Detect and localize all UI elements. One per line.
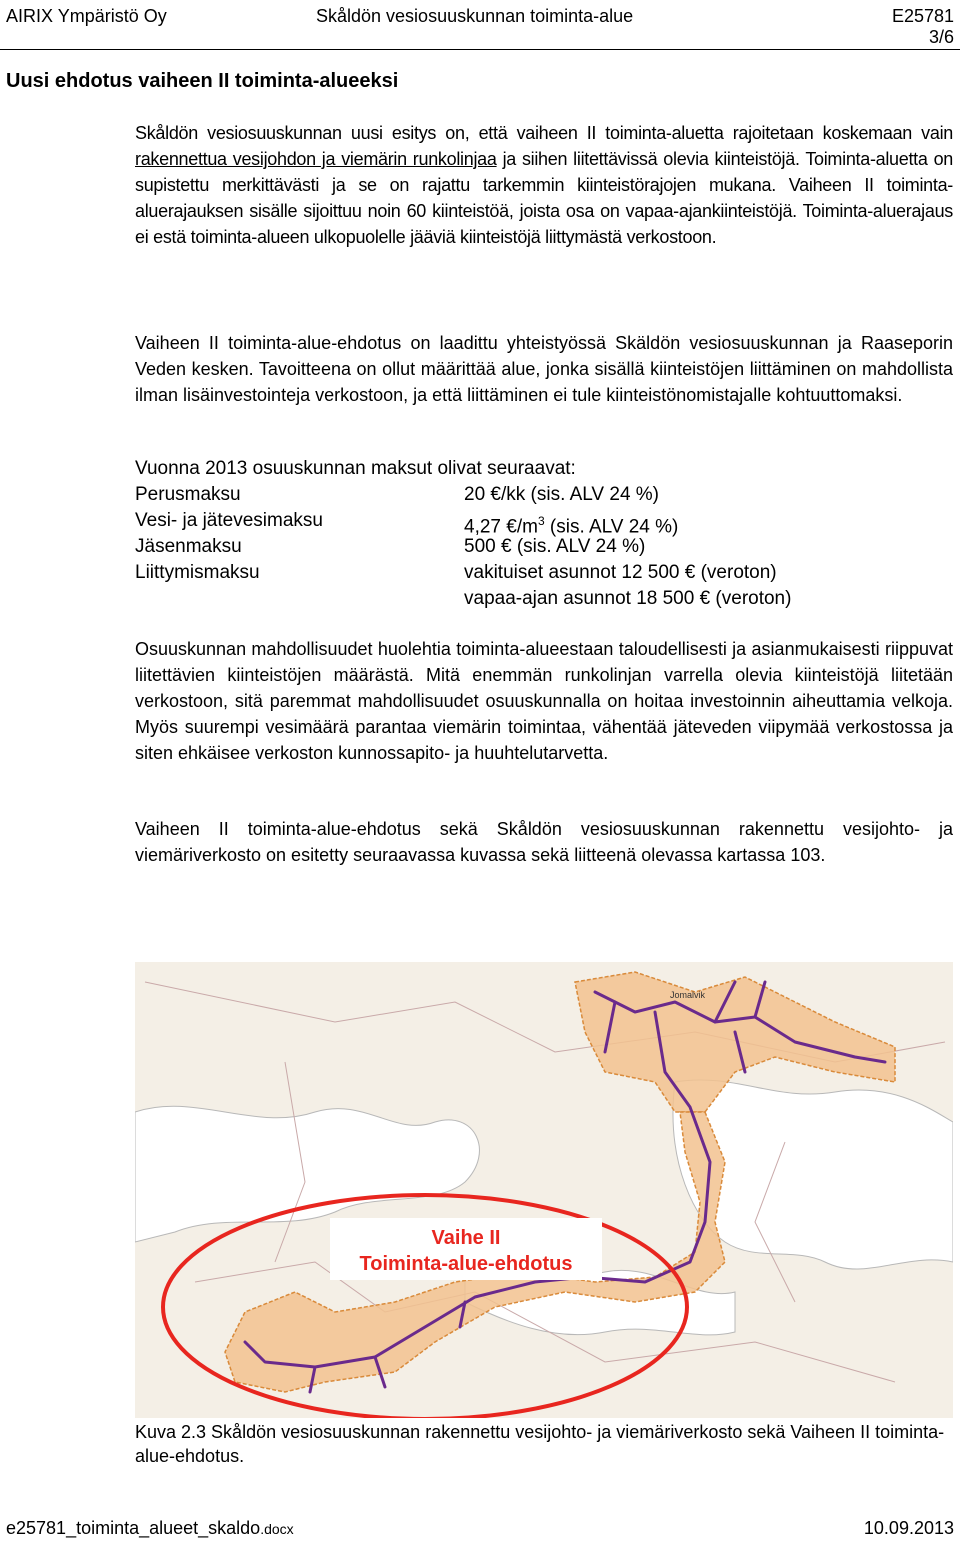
fee-value-vesimaksu-b: (sis. ALV 24 %): [544, 516, 679, 538]
runkolinja-link: rakennettua vesijohdon ja viemärin runkolinjaa: [135, 149, 497, 169]
map-place-name: Jomalvik: [670, 990, 706, 1000]
paragraph-1-text-a: Skåldön vesiosuuskunnan uusi esitys on, että vaiheen II toiminta-aluetta rajoitetaan koskemaan vain: [135, 123, 953, 143]
fee-value-liittymismaksu-1: vakituiset asunnot 12 500 € (veroton): [464, 562, 777, 583]
fees-block: [135, 456, 953, 616]
fee-label-perusmaksu: Perusmaksu: [135, 484, 241, 505]
fee-label-liittymismaksu: Liittymismaksu: [135, 562, 260, 583]
map-label-line-1: Vaihe II: [431, 1227, 501, 1249]
paragraph-4: Vaiheen II toiminta-alue-ehdotus sekä Skåldön vesiosuuskunnan rakennettu vesijohto- ja viemäriverkosto on esitetty seuraavassa kuvassa sekä liitteenä olevassa kartassa 103.: [135, 819, 953, 865]
fee-value-perusmaksu: 20 €/kk (sis. ALV 24 %): [464, 484, 660, 505]
fee-label-vesimaksu: Vesi- ja jätevesimaksu: [135, 510, 323, 531]
page-number: 3/6: [928, 27, 954, 47]
header-doc-id: E25781: [891, 6, 954, 26]
map-label-line-2: Toiminta-alue-ehdotus: [359, 1253, 573, 1275]
footer-filename-ext: .docx: [260, 1521, 294, 1537]
fees-intro: Vuonna 2013 osuuskunnan maksut olivat seuraavat:: [135, 458, 576, 479]
footer-date: 10.09.2013: [863, 1518, 954, 1538]
figure-caption: Kuva 2.3 Skåldön vesiosuuskunnan rakennettu vesijohto- ja viemäriverkosto sekä Vaiheen II toiminta-alue-ehdotus.: [135, 1422, 945, 1466]
fee-value-liittymismaksu-2: vapaa-ajan asunnot 18 500 € (veroton): [464, 588, 792, 609]
page-heading: Uusi ehdotus vaiheen II toiminta-alueeksi: [6, 70, 399, 92]
fee-value-jasenmaksu: 500 € (sis. ALV 24 %): [464, 536, 646, 557]
network-map: [135, 962, 953, 1418]
paragraph-1: [135, 120, 953, 250]
header-rule: [0, 49, 960, 50]
header-company: AIRIX Ympäristö Oy: [6, 6, 167, 26]
paragraph-3: Osuuskunnan mahdollisuudet huolehtia toiminta-alueestaan taloudellisesti ja asianmukaisesti riippuvat liitettävien kiinteistöjen määrästä. Mitä enemmän runkolinjan varrella olevia kiinteistöjä liitetään verkostoon, sitä paremmat mahdollisuudet osuuskunnalla on hoitaa investoinnin aiheuttamia velkoja. Myös suurempi vesimäärä parantaa viemärin toimintaa, vähentää jäteveden viipymää verkostossa ja siten ehkäisee verkoston kunnossapito- ja huuhtelutarvetta.: [135, 639, 953, 763]
footer-filename: [6, 1518, 294, 1539]
fee-label-jasenmaksu: Jäsenmaksu: [135, 536, 242, 557]
paragraph-2: Vaiheen II toiminta-alue-ehdotus on laadittu yhteistyössä Skäldön vesiosuuskunnan ja Raaseporin Veden kesken. Tavoitteena on ollut määrittää alue, jonka sisällä kiinteistöjen liittäminen on mahdollista ilman lisäinvestointeja verkostoon, ja että liittäminen ei tule kiinteistönomistajalle kohtuuttomaksi.: [135, 333, 953, 405]
footer-filename-main: e25781_toiminta_alueet_skaldo: [6, 1518, 261, 1538]
fee-value-vesimaksu-sup: 3: [537, 514, 545, 528]
header-title: Skåldön vesiosuuskunnan toiminta-alue: [316, 6, 634, 26]
fee-value-vesimaksu-a: 4,27 €/m: [464, 516, 538, 538]
paragraph-1-text-b: ja siihen liitettävissä olevia kiinteistöjä. Toiminta-aluetta on supistettu merkittävästi ja se on rajattu tarkemmin kiinteistörajojen mukana. Vaiheen II toiminta-aluerajauksen sisälle sijoittuu noin 60 kiinteistöä, joista osa on vapaa-ajankiinteistöjä. Toiminta-aluerajaus ei estä toiminta-alueen ulkopuolelle jääviä kiinteistöjä liittymästä verkostoon.: [135, 149, 953, 247]
